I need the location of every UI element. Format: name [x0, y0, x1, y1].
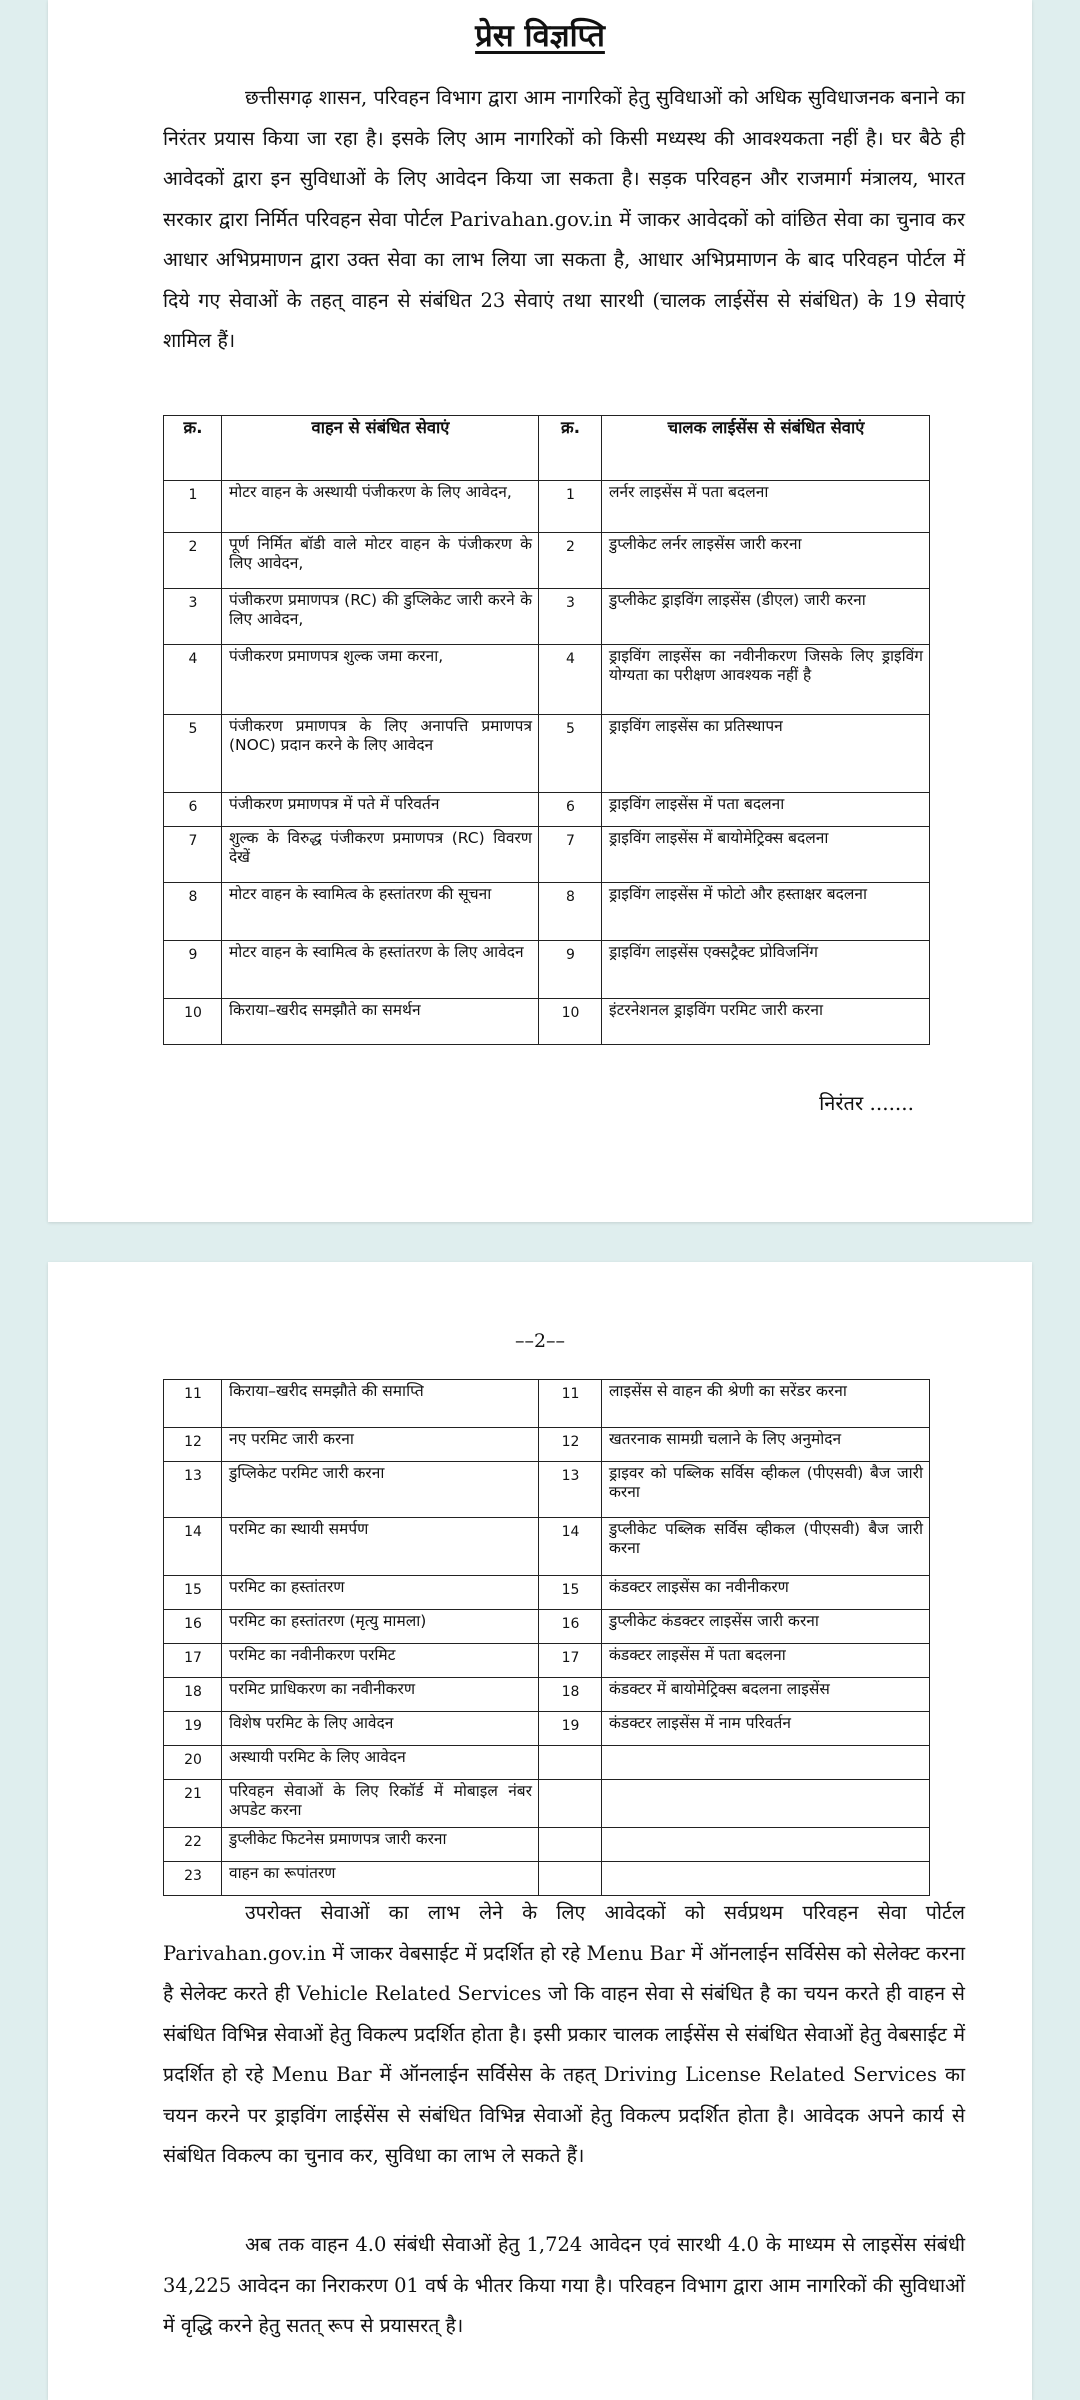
serial-number-vehicle: 17: [164, 1644, 222, 1678]
license-service-name: डुप्लीकेट पब्लिक सर्विस व्हीकल (पीएसवी) बैज जारी करना: [602, 1518, 930, 1576]
serial-number-vehicle: 8: [164, 883, 222, 941]
continued-label: निरंतर .......: [819, 1091, 914, 1115]
table-row: [164, 1780, 930, 1828]
serial-number-license: 12: [539, 1428, 602, 1462]
vehicle-service-name: पंजीकरण प्रमाणपत्र (RC) की डुप्लिकेट जारी करने के लिए आवेदन,: [222, 589, 539, 645]
vehicle-service-name: मोटर वाहन के स्वामित्व के हस्तांतरण की सूचना: [222, 883, 539, 941]
license-service-name: ड्राइविंग लाइसेंस एक्सट्रैक्ट प्रोविजनिंग: [602, 941, 930, 999]
vehicle-service-name: किराया–खरीद समझौते का समर्थन: [222, 999, 539, 1045]
document-page-2: [48, 1262, 1032, 2400]
vehicle-service-name: परमिट का हस्तांतरण: [222, 1576, 539, 1610]
serial-number-vehicle: 13: [164, 1462, 222, 1518]
license-service-name: डुप्लीकेट लर्नर लाइसेंस जारी करना: [602, 533, 930, 589]
serial-number-vehicle: 1: [164, 481, 222, 533]
serial-number-license: 17: [539, 1644, 602, 1678]
license-service-name: [602, 1746, 930, 1780]
serial-number-license: 19: [539, 1712, 602, 1746]
license-service-name: ड्राइविंग लाइसेंस का नवीनीकरण जिसके लिए ड्राइविंग योग्यता का परीक्षण आवश्यक नहीं है: [602, 645, 930, 715]
serial-number-vehicle: 5: [164, 715, 222, 793]
serial-number-license: [539, 1828, 602, 1862]
serial-number-license: 7: [539, 827, 602, 883]
table-row: [164, 1678, 930, 1712]
table-row: [164, 481, 930, 533]
header-serial-license: क्र.: [539, 416, 602, 481]
license-service-name: लर्नर लाइसेंस में पता बदलना: [602, 481, 930, 533]
serial-number-license: [539, 1780, 602, 1828]
table-header-row: [164, 416, 930, 481]
vehicle-service-name: शुल्क के विरुद्ध पंजीकरण प्रमाणपत्र (RC) विवरण देखें: [222, 827, 539, 883]
license-service-name: कंडक्टर लाइसेंस में नाम परिवर्तन: [602, 1712, 930, 1746]
license-service-name: कंडक्टर लाइसेंस का नवीनीकरण: [602, 1576, 930, 1610]
table-row: [164, 941, 930, 999]
serial-number-vehicle: 19: [164, 1712, 222, 1746]
table-row: [164, 1828, 930, 1862]
license-service-name: खतरनाक सामग्री चलाने के लिए अनुमोदन: [602, 1428, 930, 1462]
vehicle-service-name: नए परमिट जारी करना: [222, 1428, 539, 1462]
serial-number-vehicle: 23: [164, 1862, 222, 1896]
table-row: [164, 1462, 930, 1518]
serial-number-license: 15: [539, 1576, 602, 1610]
license-service-name: ड्राइविंग लाइसेंस का प्रतिस्थापन: [602, 715, 930, 793]
serial-number-license: 10: [539, 999, 602, 1045]
vehicle-service-name: मोटर वाहन के अस्थायी पंजीकरण के लिए आवेदन,: [222, 481, 539, 533]
license-service-name: ड्राइवर को पब्लिक सर्विस व्हीकल (पीएसवी) बैज जारी करना: [602, 1462, 930, 1518]
vehicle-service-name: मोटर वाहन के स्वामित्व के हस्तांतरण के लिए आवेदन: [222, 941, 539, 999]
services-table-part-1: [163, 415, 930, 1045]
vehicle-service-name: परमिट प्राधिकरण का नवीनीकरण: [222, 1678, 539, 1712]
table-row: [164, 1746, 930, 1780]
license-service-name: ड्राइविंग लाइसेंस में फोटो और हस्ताक्षर बदलना: [602, 883, 930, 941]
vehicle-service-name: परमिट का स्थायी समर्पण: [222, 1518, 539, 1576]
serial-number-vehicle: 3: [164, 589, 222, 645]
serial-number-vehicle: 12: [164, 1428, 222, 1462]
table-row: [164, 1712, 930, 1746]
serial-number-vehicle: 9: [164, 941, 222, 999]
serial-number-vehicle: 21: [164, 1780, 222, 1828]
serial-number-license: 8: [539, 883, 602, 941]
serial-number-license: 5: [539, 715, 602, 793]
table-row: [164, 999, 930, 1045]
license-service-name: कंडक्टर लाइसेंस में पता बदलना: [602, 1644, 930, 1678]
table-row: [164, 1576, 930, 1610]
serial-number-license: 1: [539, 481, 602, 533]
serial-number-vehicle: 16: [164, 1610, 222, 1644]
table-row: [164, 1610, 930, 1644]
serial-number-license: 2: [539, 533, 602, 589]
page-title: प्रेस विज्ञप्ति: [475, 18, 605, 54]
license-service-name: इंटरनेशनल ड्राइविंग परमिट जारी करना: [602, 999, 930, 1045]
table-row: [164, 715, 930, 793]
serial-number-vehicle: 6: [164, 793, 222, 827]
serial-number-vehicle: 10: [164, 999, 222, 1045]
vehicle-service-name: परिवहन सेवाओं के लिए रिकॉर्ड में मोबाइल नंबर अपडेट करना: [222, 1780, 539, 1828]
vehicle-service-name: विशेष परमिट के लिए आवेदन: [222, 1712, 539, 1746]
table-row: [164, 827, 930, 883]
serial-number-vehicle: 14: [164, 1518, 222, 1576]
vehicle-service-name: पंजीकरण प्रमाणपत्र शुल्क जमा करना,: [222, 645, 539, 715]
instructions-paragraph: उपरोक्त सेवाओं का लाभ लेने के लिए आवेदकों को सर्वप्रथम परिवहन सेवा पोर्टल Parivahan.gov.in में जाकर वेबसाईट में प्रदर्शित हो रहे Menu Bar में ऑनलाईन सर्विसेस को सेलेक्ट करना है सेलेक्ट करते ही Vehicle Related Services जो कि वाहन सेवा से संबंधित है का चयन करते ही वाहन से संबंधित विभिन्न सेवाओं हेतु विकल्प प्रदर्शित होता है। इसी प्रकार चालक लाईसेंस से संबंधित सेवाओं हेतु वेबसाईट में प्रदर्शित हो रहे Menu Bar में ऑनलाईन सर्विसेस के तहत् Driving License Related Services का चयन करने पर ड्राइविंग लाईसेंस से संबंधित विभिन्न सेवाओं हेतु विकल्प प्रदर्शित होता है। आवेदक अपने कार्य से संबंधित विकल्प का चुनाव कर, सुविधा का लाभ ले सकते हैं।: [163, 1901, 965, 2167]
table-row: [164, 1380, 930, 1428]
document-page-1: [48, 0, 1032, 1222]
license-service-name: कंडक्टर में बायोमेट्रिक्स बदलना लाइसेंस: [602, 1678, 930, 1712]
serial-number-vehicle: 20: [164, 1746, 222, 1780]
vehicle-service-name: किराया–खरीद समझौते की समाप्ति: [222, 1380, 539, 1428]
table-row: [164, 645, 930, 715]
table-row: [164, 1644, 930, 1678]
header-license-services: चालक लाईसेंस से संबंधित सेवाएं: [602, 416, 930, 481]
serial-number-vehicle: 7: [164, 827, 222, 883]
license-service-name: [602, 1828, 930, 1862]
statistics-paragraph: अब तक वाहन 4.0 संबंधी सेवाओं हेतु 1,724 आवेदन एवं सारथी 4.0 के माध्यम से लाइसेंस संबंधी 34,225 आवेदन का निराकरण 01 वर्ष के भीतर किया गया है। परिवहन विभाग द्वारा आम नागरिकों की सुविधाओं में वृद्धि करने हेतु सतत् रूप से प्रयासरत् है।: [163, 2233, 965, 2337]
serial-number-license: 18: [539, 1678, 602, 1712]
serial-number-license: 3: [539, 589, 602, 645]
serial-number-license: 14: [539, 1518, 602, 1576]
table-row: [164, 1862, 930, 1896]
vehicle-service-name: वाहन का रूपांतरण: [222, 1862, 539, 1896]
vehicle-service-name: परमिट का नवीनीकरण परमिट: [222, 1644, 539, 1678]
table-row: [164, 1518, 930, 1576]
table-row: [164, 1428, 930, 1462]
vehicle-service-name: पंजीकरण प्रमाणपत्र में पते में परिवर्तन: [222, 793, 539, 827]
serial-number-vehicle: 2: [164, 533, 222, 589]
serial-number-license: 13: [539, 1462, 602, 1518]
table-row: [164, 793, 930, 827]
intro-paragraph: छत्तीसगढ़ शासन, परिवहन विभाग द्वारा आम नागरिकों हेतु सुविधाओं को अधिक सुविधाजनक बनाने का निरंतर प्रयास किया जा रहा है। इसके लिए आम नागरिकों को किसी मध्यस्थ की आवश्यकता नहीं है। घर बैठे ही आवेदकों द्वारा इन सुविधाओं के लिए आवेदन किया जा सकता है। सड़क परिवहन और राजमार्ग मंत्रालय, भारत सरकार द्वारा निर्मित परिवहन सेवा पोर्टल Parivahan.gov.in में जाकर आवेदकों को वांछित सेवा का चुनाव कर आधार अभिप्रमाणन द्वारा उक्त सेवा का लाभ लिया जा सकता है, आधार अभिप्रमाणन के बाद परिवहन पोर्टल में दिये गए सेवाओं के तहत् वाहन से संबंधित 23 सेवाएं तथा सारथी (चालक लाईसेंस से संबंधित) के 19 सेवाएं शामिल हैं।: [163, 86, 965, 352]
vehicle-service-name: डुप्लिकेट परमिट जारी करना: [222, 1462, 539, 1518]
services-table-part-2: [163, 1379, 930, 1896]
vehicle-service-name: परमिट का हस्तांतरण (मृत्यु मामला): [222, 1610, 539, 1644]
serial-number-license: 16: [539, 1610, 602, 1644]
table-row: [164, 589, 930, 645]
license-service-name: [602, 1862, 930, 1896]
serial-number-license: 9: [539, 941, 602, 999]
serial-number-vehicle: 15: [164, 1576, 222, 1610]
vehicle-service-name: डुप्लीकेट फिटनेस प्रमाणपत्र जारी करना: [222, 1828, 539, 1862]
license-service-name: लाइसेंस से वाहन की श्रेणी का सरेंडर करना: [602, 1380, 930, 1428]
serial-number-license: 6: [539, 793, 602, 827]
serial-number-license: 11: [539, 1380, 602, 1428]
serial-number-license: 4: [539, 645, 602, 715]
license-service-name: ड्राइविंग लाइसेंस में पता बदलना: [602, 793, 930, 827]
table-row: [164, 533, 930, 589]
table-row: [164, 883, 930, 941]
serial-number-vehicle: 4: [164, 645, 222, 715]
page-number: ––2––: [514, 1330, 566, 1352]
license-service-name: [602, 1780, 930, 1828]
vehicle-service-name: पूर्ण निर्मित बॉडी वाले मोटर वाहन के पंजीकरण के लिए आवेदन,: [222, 533, 539, 589]
serial-number-vehicle: 18: [164, 1678, 222, 1712]
license-service-name: ड्राइविंग लाइसेंस में बायोमेट्रिक्स बदलना: [602, 827, 930, 883]
serial-number-vehicle: 11: [164, 1380, 222, 1428]
vehicle-service-name: पंजीकरण प्रमाणपत्र के लिए अनापत्ति प्रमाणपत्र (NOC) प्रदान करने के लिए आवेदन: [222, 715, 539, 793]
serial-number-vehicle: 22: [164, 1828, 222, 1862]
serial-number-license: [539, 1746, 602, 1780]
vehicle-service-name: अस्थायी परमिट के लिए आवेदन: [222, 1746, 539, 1780]
serial-number-license: [539, 1862, 602, 1896]
license-service-name: डुप्लीकेट ड्राइविंग लाइसेंस (डीएल) जारी करना: [602, 589, 930, 645]
header-serial-vehicle: क्र.: [164, 416, 222, 481]
header-vehicle-services: वाहन से संबंधित सेवाएं: [222, 416, 539, 481]
license-service-name: डुप्लीकेट कंडक्टर लाइसेंस जारी करना: [602, 1610, 930, 1644]
